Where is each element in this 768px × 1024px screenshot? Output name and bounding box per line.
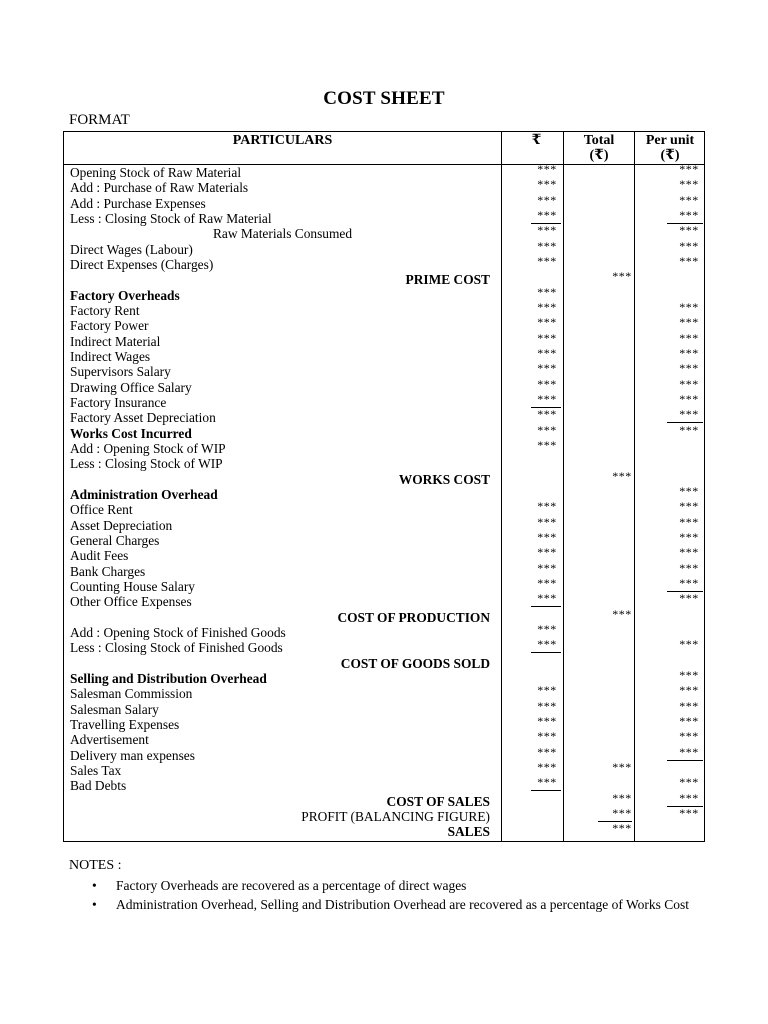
table-row xyxy=(64,315,704,334)
table-row xyxy=(64,606,704,625)
per-unit-cell: *** xyxy=(679,422,699,437)
table-row xyxy=(64,514,704,533)
row-label: COST OF PRODUCTION xyxy=(337,609,490,625)
table-row xyxy=(64,162,704,180)
table-row xyxy=(64,407,704,426)
table-row xyxy=(64,656,704,671)
row-label: Factory Rent xyxy=(70,302,140,318)
per-unit-cell: *** xyxy=(679,330,699,345)
total-cell: *** xyxy=(612,790,632,805)
total-cell: *** xyxy=(612,468,632,483)
per-unit-cell: *** xyxy=(679,483,699,498)
table-row xyxy=(64,499,704,518)
row-label: PROFIT (BALANCING FIGURE) xyxy=(301,808,490,824)
row-label: COST OF SALES xyxy=(386,793,490,809)
row-label: COST OF GOODS SOLD xyxy=(340,655,490,671)
amount-cell: *** xyxy=(537,284,557,299)
per-unit-cell: *** xyxy=(679,698,699,713)
row-label: Salesman Commission xyxy=(70,686,193,702)
row-label: Sales Tax xyxy=(70,762,122,778)
per-unit-cell: *** xyxy=(679,207,699,222)
amount-cell: *** xyxy=(537,330,557,345)
table-row xyxy=(64,545,704,564)
row-label: Add : Purchase Expenses xyxy=(70,195,206,211)
amount-cell: *** xyxy=(537,345,557,360)
row-label: Administration Overhead xyxy=(70,486,218,502)
amount-cell: *** xyxy=(537,238,557,253)
per-unit-cell: *** xyxy=(679,376,699,391)
table-row xyxy=(64,269,704,288)
amount-cell: *** xyxy=(537,621,557,636)
row-label: Salesman Salary xyxy=(70,701,159,717)
total-cell: *** xyxy=(612,606,632,621)
per-unit-cell: *** xyxy=(679,744,699,759)
table-row xyxy=(64,207,704,226)
row-label: Raw Materials Consumed xyxy=(212,226,353,242)
subtotal-underline xyxy=(531,790,561,791)
header-per-unit-line1: Per unit xyxy=(645,133,695,148)
per-unit-cell: *** xyxy=(679,315,699,330)
amount-cell: *** xyxy=(537,207,557,222)
table-row xyxy=(64,376,704,395)
row-label: Office Rent xyxy=(70,502,133,518)
table-row xyxy=(64,483,704,502)
bullet-icon: • xyxy=(92,878,97,893)
per-unit-cell: *** xyxy=(679,223,699,238)
amount-cell: *** xyxy=(537,253,557,268)
amount-cell: *** xyxy=(537,422,557,437)
amount-cell: *** xyxy=(537,637,557,652)
row-label: Works Cost Incurred xyxy=(70,425,192,441)
row-label: Factory Asset Depreciation xyxy=(70,410,216,426)
header-total-line1: Total xyxy=(583,133,615,148)
row-label: Other Office Expenses xyxy=(70,594,192,610)
per-unit-cell: *** xyxy=(679,683,699,698)
amount-cell: *** xyxy=(537,361,557,376)
amount-cell: *** xyxy=(537,192,557,207)
amount-cell: *** xyxy=(537,729,557,744)
amount-cell: *** xyxy=(537,407,557,422)
amount-cell: *** xyxy=(537,499,557,514)
per-unit-cell: *** xyxy=(679,238,699,253)
per-unit-cell: *** xyxy=(679,729,699,744)
row-label: Opening Stock of Raw Material xyxy=(70,165,242,180)
amount-cell: *** xyxy=(537,744,557,759)
table-row xyxy=(64,345,704,364)
per-unit-cell: *** xyxy=(679,560,699,575)
row-label: SALES xyxy=(447,824,490,840)
amount-cell: *** xyxy=(537,299,557,314)
header-rupee: ₹ xyxy=(531,133,542,148)
row-label: PRIME COST xyxy=(405,272,490,288)
row-label: Selling and Distribution Overhead xyxy=(70,670,267,686)
table-row xyxy=(64,821,704,840)
table-row xyxy=(64,529,704,548)
table-row xyxy=(64,713,704,732)
per-unit-cell: *** xyxy=(679,575,699,590)
row-label: Audit Fees xyxy=(70,548,129,564)
row-label: Indirect Material xyxy=(70,333,161,349)
per-unit-cell: *** xyxy=(679,192,699,207)
amount-cell: *** xyxy=(537,529,557,544)
per-unit-cell: *** xyxy=(679,545,699,560)
total-cell: *** xyxy=(612,821,632,836)
note-text: Factory Overheads are recovered as a percentage of direct wages xyxy=(116,878,467,893)
header-per-unit xyxy=(635,133,705,163)
row-label: Factory Power xyxy=(70,318,149,334)
amount-cell: *** xyxy=(537,162,557,176)
table-row xyxy=(64,683,704,702)
table-row xyxy=(64,560,704,579)
subtotal-underline xyxy=(667,760,703,761)
bullet-icon: • xyxy=(92,897,97,912)
amount-cell: *** xyxy=(537,575,557,590)
total-cell: *** xyxy=(612,759,632,774)
row-label: Less : Closing Stock of WIP xyxy=(70,456,223,472)
table-row xyxy=(64,192,704,211)
total-cell: *** xyxy=(612,805,632,820)
per-unit-cell: *** xyxy=(679,514,699,529)
amount-cell: *** xyxy=(537,591,557,606)
per-unit-cell: *** xyxy=(679,667,699,682)
note-text: Administration Overhead, Selling and Distribution Overhead are recovered as a percentage of Works Cost xyxy=(116,897,689,912)
table-row xyxy=(64,729,704,748)
table-row xyxy=(64,667,704,686)
row-label: General Charges xyxy=(70,532,160,548)
table-row xyxy=(64,361,704,380)
table-row xyxy=(64,223,704,242)
row-label: Counting House Salary xyxy=(70,578,195,594)
per-unit-cell: *** xyxy=(679,775,699,790)
amount-cell: *** xyxy=(537,437,557,452)
notes-heading: NOTES : xyxy=(69,858,122,873)
per-unit-cell: *** xyxy=(679,637,699,652)
row-label: Factory Insurance xyxy=(70,394,167,410)
table-row xyxy=(64,422,704,441)
row-label: Bank Charges xyxy=(70,563,146,579)
note-item xyxy=(92,896,702,914)
cost-sheet-table xyxy=(63,131,705,842)
per-unit-cell: *** xyxy=(679,713,699,728)
per-unit-cell: *** xyxy=(679,591,699,606)
row-label: Asset Depreciation xyxy=(70,517,173,533)
row-label: Drawing Office Salary xyxy=(70,379,192,395)
table-row xyxy=(64,330,704,349)
table-row xyxy=(64,468,704,487)
amount-cell: *** xyxy=(537,713,557,728)
table-row xyxy=(64,621,704,640)
row-label: Less : Closing Stock of Finished Goods xyxy=(70,640,283,656)
per-unit-cell: *** xyxy=(679,805,699,820)
note-item xyxy=(92,877,702,895)
row-label: Direct Wages (Labour) xyxy=(70,241,193,257)
per-unit-cell: *** xyxy=(679,361,699,376)
table-row xyxy=(64,284,704,303)
table-row xyxy=(64,391,704,410)
header-particulars: PARTICULARS xyxy=(232,133,333,148)
total-cell: *** xyxy=(612,269,632,284)
per-unit-cell: *** xyxy=(679,391,699,406)
header-total xyxy=(564,133,634,163)
row-label: Add : Purchase of Raw Materials xyxy=(70,180,249,196)
per-unit-cell: *** xyxy=(679,407,699,422)
per-unit-cell: *** xyxy=(679,253,699,268)
header-total-line2: (₹) xyxy=(589,148,609,163)
table-row xyxy=(64,698,704,717)
amount-cell: *** xyxy=(537,683,557,698)
row-label: Add : Opening Stock of Finished Goods xyxy=(70,624,286,640)
per-unit-cell: *** xyxy=(679,499,699,514)
amount-cell: *** xyxy=(537,514,557,529)
table-row xyxy=(64,575,704,594)
per-unit-cell: *** xyxy=(679,345,699,360)
per-unit-cell: *** xyxy=(679,790,699,805)
table-row xyxy=(64,437,704,456)
row-label: Indirect Wages xyxy=(70,348,151,364)
row-label: Delivery man expenses xyxy=(70,747,195,763)
table-row xyxy=(64,637,704,656)
header-per-unit-line2: (₹) xyxy=(660,148,680,163)
row-label: Bad Debts xyxy=(70,778,127,794)
amount-cell: *** xyxy=(537,545,557,560)
amount-cell: *** xyxy=(537,315,557,330)
row-label: Factory Overheads xyxy=(70,287,180,303)
row-label: Direct Expenses (Charges) xyxy=(70,256,214,272)
amount-cell: *** xyxy=(537,376,557,391)
amount-cell: *** xyxy=(537,759,557,774)
per-unit-cell: *** xyxy=(679,177,699,192)
amount-cell: *** xyxy=(537,391,557,406)
row-label: Travelling Expenses xyxy=(70,716,180,732)
row-label: Less : Closing Stock of Raw Material xyxy=(70,210,272,226)
amount-cell: *** xyxy=(537,698,557,713)
row-label: Add : Opening Stock of WIP xyxy=(70,440,226,456)
format-label: FORMAT xyxy=(69,112,130,128)
table-row xyxy=(64,177,704,196)
row-label: Advertisement xyxy=(70,732,149,748)
amount-cell: *** xyxy=(537,177,557,192)
subtotal-underline xyxy=(531,606,561,607)
table-row xyxy=(64,238,704,257)
row-label: Supervisors Salary xyxy=(70,364,171,380)
amount-cell: *** xyxy=(537,223,557,238)
table-row xyxy=(64,759,704,778)
table-row xyxy=(64,299,704,318)
per-unit-cell: *** xyxy=(679,299,699,314)
per-unit-cell: *** xyxy=(679,529,699,544)
row-label: WORKS COST xyxy=(398,471,490,487)
amount-cell: *** xyxy=(537,775,557,790)
notes-list xyxy=(92,877,702,915)
subtotal-underline xyxy=(531,652,561,653)
page-title: COST SHEET xyxy=(323,88,445,109)
amount-cell: *** xyxy=(537,560,557,575)
per-unit-cell: *** xyxy=(679,162,699,176)
